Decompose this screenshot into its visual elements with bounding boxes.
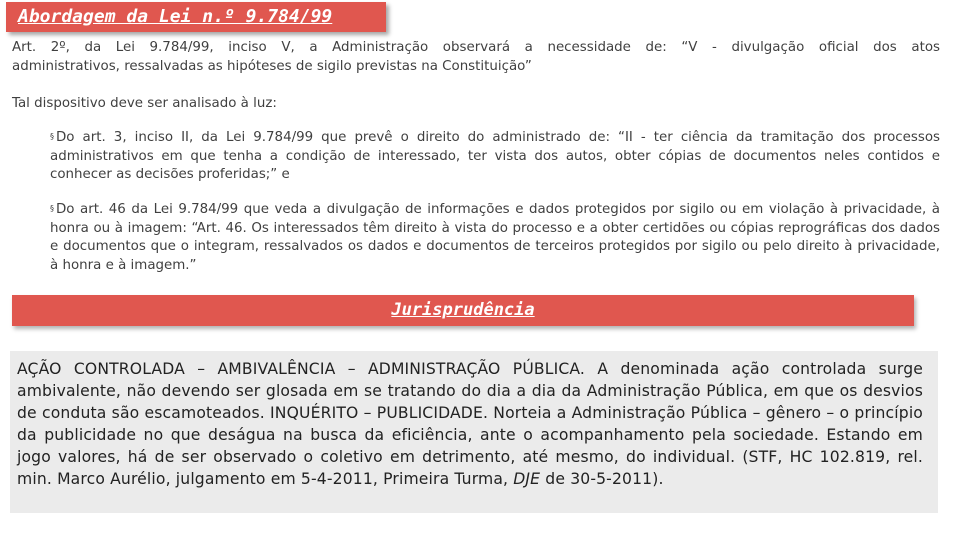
intro-paragraph xyxy=(12,38,940,76)
section-title-bar xyxy=(6,2,386,32)
bullet-icon: § xyxy=(50,132,54,141)
lead-paragraph: Tal dispositivo deve ser analisado à luz: xyxy=(12,96,277,111)
jurisprudencia-heading: Jurisprudência xyxy=(391,300,535,320)
intro-line-2: administrativos, ressalvadas as hipóteses de sigilo previstas na Constituição” xyxy=(12,59,532,74)
list-item-text: Do art. 3, inciso II, da Lei 9.784/99 que prevê o direito do administrado de: “II - ter ciência da tramitação dos processos administrativos em que tenha a condição de interessado, ter vista dos autos, obter cópias de documentos neles contidos e conhecer as decisões proferidas;” e xyxy=(50,130,940,182)
jurisprudencia-text xyxy=(17,358,923,490)
jurisprudencia-text-main: AÇÃO CONTROLADA – AMBIVALÊNCIA – ADMINISTRAÇÃO PÚBLICA. A denominada ação controlada surge ambivalente, não devendo ser glosada em se tratando do dia a dia da Administração Pública, em que os desvios de conduta são escamoteados. INQUÉRITO – PUBLICIDADE. Norteia a Administração Pública – gênero – o princípio da publicidade no que deságua na busca da eficiência, ante o acompanhamento pela sociedade. Estando em jogo valores, há de ser observado o coletivo em detrimento, até mesmo, do individual. (STF, HC 102.819, rel. min. Marco Aurélio, julgamento em 5-4-2011, Primeira Turma, xyxy=(17,360,923,488)
jurisprudencia-header-bar xyxy=(12,295,914,326)
jurisprudencia-text-end: de 30-5-2011). xyxy=(540,470,664,488)
list-item-text: Do art. 46 da Lei 9.784/99 que veda a divulgação de informações e dados protegidos por sigilo ou em violação à privacidade, à honra ou à imagem: “Art. 46. Os interessados têm direito à vista do processo e a obter certidões ou cópias reprográficas dos dados e documentos que o integram, ressalvados os dados e documentos de terceiros protegidos por sigilo ou pelo direito à privacidade, à honra e à imagem.” xyxy=(50,202,940,273)
jurisprudencia-text-dje: DJE xyxy=(513,470,541,488)
jurisprudencia-box xyxy=(10,351,938,513)
section-title: Abordagem da Lei n.º 9.784/99 xyxy=(18,6,333,27)
bullet-icon: § xyxy=(50,204,54,213)
list-item xyxy=(50,128,940,185)
intro-line-1: Art. 2º, da Lei 9.784/99, inciso V, a Administração observará a necessidade de: “V - divulgação oficial dos atos xyxy=(12,40,940,55)
list-item xyxy=(50,200,940,275)
